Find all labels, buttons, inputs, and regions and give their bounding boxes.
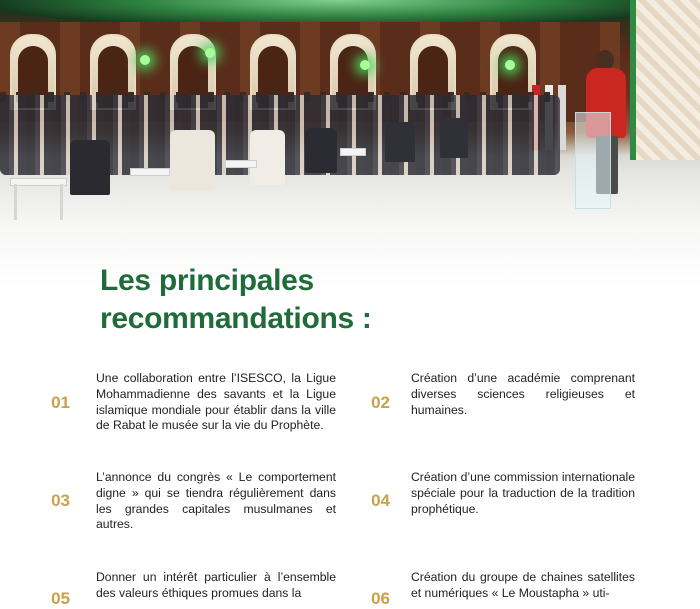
podium [575,112,611,209]
side-table [130,168,170,176]
table-leg [60,184,63,220]
side-table [225,160,257,168]
decorative-panel [630,0,700,160]
item-number: 05 [51,589,70,608]
stage-light [360,60,370,70]
item-number: 02 [371,393,390,412]
guest [170,130,215,190]
guest [385,122,415,162]
item-text: L’annonce du congrès « Le comportement digne » qui se tiendra régulièrement dans les grandes capitales musulmanes et autres. [96,470,336,532]
page-title [100,262,372,338]
item-text: Création d’une académie comprenant diverses sciences religieuses et humaines. [411,371,635,417]
title-line-2: recommandations : [100,302,372,335]
guest [305,128,337,173]
stage-light [140,55,150,65]
conference-photo [0,0,700,300]
item-text: Création du groupe de chaines satellites et numériques « Le Moustapha » uti- [411,570,635,600]
item-text: Une collaboration entre l’ISESCO, la Ligue Mohammadienne des savants et la Ligue islamique mondiale pour établir dans la ville de Rabat le musée sur la vie du Prophète. [96,371,336,433]
table-leg [14,184,17,220]
item-number: 04 [371,491,390,510]
speaker [596,50,614,70]
stage-light [505,60,515,70]
guest [70,140,110,195]
item-number: 03 [51,491,70,510]
stage-light [205,48,215,58]
title-line-1: Les principales [100,264,314,297]
side-table [10,178,67,186]
side-table [340,148,366,156]
guest [250,130,285,185]
item-number: 01 [51,393,70,412]
guest [440,118,468,158]
item-number: 06 [371,589,390,608]
item-text: Création d’une commission internationale spéciale pour la traduction de la tradition prophétique. [411,470,635,516]
item-text: Donner un intérêt particulier à l’ensemble des valeurs éthiques promues dans la [96,570,336,600]
